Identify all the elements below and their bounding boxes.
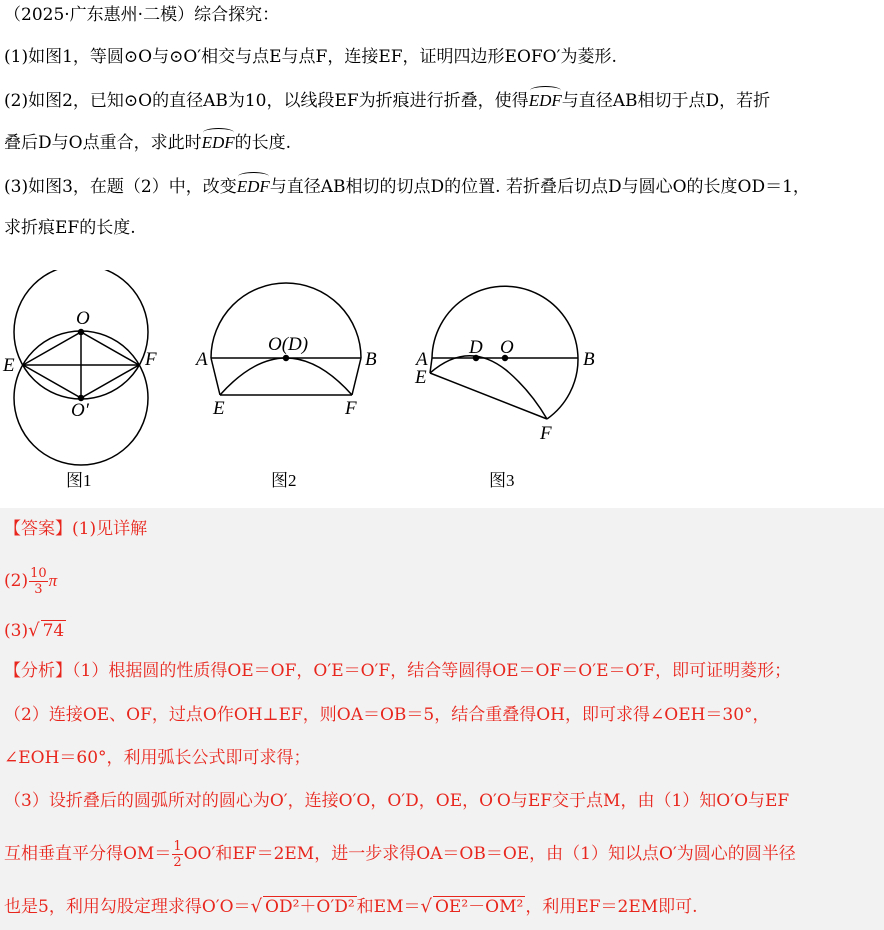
pi-symbol: π <box>48 571 58 590</box>
figures <box>0 270 884 505</box>
radicand: OD²＋O′D² <box>265 897 355 917</box>
analysis-line5 <box>4 839 796 870</box>
label-f: F <box>345 398 357 419</box>
radicand: OE²－OM² <box>434 897 524 917</box>
folded-arc-edf <box>430 356 547 419</box>
figure-2 <box>194 283 377 490</box>
figure-1 <box>2 270 157 490</box>
analysis-line2: （2）连接OE、OF，过点O作OH⊥EF，则OA＝OB＝5，结合重叠得OH，即可求得∠OEH＝30°， <box>4 705 770 725</box>
arc-edf: EDF <box>236 177 270 196</box>
fraction <box>29 566 48 597</box>
analysis-line1 <box>4 660 791 682</box>
fraction <box>172 839 182 870</box>
answer-line2 <box>4 566 57 597</box>
label-o: O <box>500 337 514 358</box>
label-f: F <box>540 423 552 444</box>
text-segment: 叠后D与O点重合，求此时 <box>4 133 202 153</box>
analysis-line4: （3）设折叠后的圆弧所对的圆心为O′，连接O′O，O′D，OE，O′O与EF交于点M，由（1）知O′O与EF <box>4 791 790 811</box>
text-segment: 也是5，利用勾股定理求得O′O＝ <box>4 897 251 917</box>
label-e: E <box>415 367 427 388</box>
point-o <box>79 330 84 335</box>
label-e: E <box>213 398 225 419</box>
chord-ae <box>211 358 220 395</box>
label-d: D <box>469 337 483 358</box>
label-f: F <box>145 349 157 370</box>
denominator: 3 <box>34 582 43 597</box>
text-segment: ，利用EF＝2EM即可. <box>525 897 698 917</box>
text-segment: 的长度. <box>234 133 292 153</box>
sqrt-icon: √ <box>28 620 40 641</box>
denominator: 2 <box>173 855 182 870</box>
analysis-tag: 【分析】 <box>4 661 72 681</box>
caption-fig1: 图1 <box>66 471 92 490</box>
question-header: （2025·广东惠州·二模）综合探究： <box>4 5 280 25</box>
numerator: 10 <box>30 566 47 581</box>
question-part1: (1)如图1，等圆⊙O与⊙O′相交与点E与点F，连接EF，证明四边形EOFO′为菱形. <box>4 47 617 67</box>
caption-fig2: 图2 <box>271 471 297 490</box>
analysis-part1: （1）根据圆的性质得OE＝OF，O′E＝O′F，结合等圆得OE＝OF＝O′E＝O′F，即可证明菱形； <box>72 661 792 681</box>
question-part2-line2 <box>4 132 291 154</box>
arc-edf: EDF <box>201 133 235 152</box>
text-segment: OO′和EF＝2EM，进一步求得OA＝OB＝OE，由（1）知以点O′为圆心的圆半径 <box>183 844 796 864</box>
label-a: A <box>416 349 428 370</box>
text-segment: (2)如图2，已知⊙O的直径AB为10，以线段EF为折痕进行折叠，使得 <box>4 91 529 111</box>
answer-line3 <box>4 620 66 642</box>
analysis-line3: ∠EOH＝60°，利用弧长公式即可求得； <box>4 748 311 768</box>
numerator: 1 <box>173 839 182 854</box>
analysis-line6 <box>4 896 698 918</box>
answer-line1 <box>4 518 147 540</box>
sqrt-icon: √ <box>420 896 432 917</box>
caption-fig3: 图3 <box>489 471 515 490</box>
figure-3 <box>414 286 595 490</box>
text-segment: 与直径AB相切于点D，若折 <box>561 91 771 111</box>
text-segment: (3)如图3，在题（2）中，改变 <box>4 177 237 197</box>
label-o-d: O(D) <box>268 334 309 355</box>
answer-tag: 【答案】 <box>4 519 72 539</box>
answer-part3-label: (3) <box>4 621 29 641</box>
sqrt-icon: √ <box>250 896 263 917</box>
question-part2-line1 <box>4 90 770 112</box>
label-b: B <box>583 349 595 370</box>
answer-part2-label: (2) <box>4 571 29 591</box>
label-o-prime: O′ <box>71 400 89 421</box>
label-o: O <box>76 308 90 329</box>
answer-part1: (1)见详解 <box>72 519 148 539</box>
label-e: E <box>3 355 15 376</box>
chord-bf <box>352 358 361 395</box>
point-o-d <box>284 356 289 361</box>
arc-edf: EDF <box>528 91 562 110</box>
text-segment: 和EM＝ <box>356 897 421 917</box>
question-part3-line2: 求折痕EF的长度. <box>4 218 136 238</box>
crease-ef <box>430 373 547 419</box>
label-a: A <box>196 349 208 370</box>
radicand: 74 <box>42 621 65 641</box>
label-b: B <box>365 349 377 370</box>
folded-arc-edf <box>220 358 352 395</box>
question-part3-line1 <box>4 176 810 198</box>
answer-section <box>0 508 884 930</box>
text-segment: 与直径AB相切的切点D的位置. 若折叠后切点D与圆心O的长度OD＝1， <box>269 177 810 197</box>
text-segment: 互相垂直平分得OM＝ <box>4 844 172 864</box>
